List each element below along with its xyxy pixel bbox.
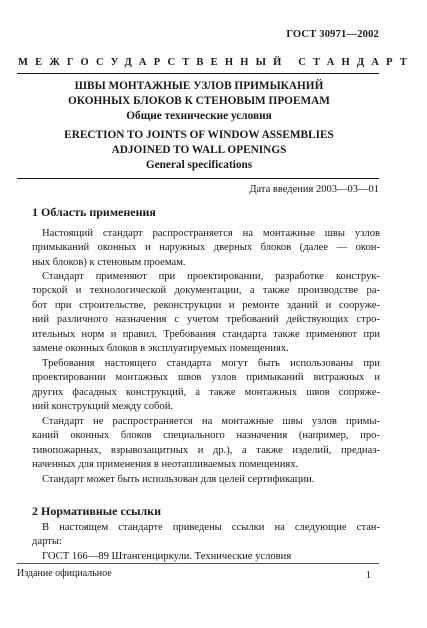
subtitle-russian: Общие технические условия (126, 110, 272, 122)
paragraph-line: ГОСТ 166—89 Штангенциркули. Технические условия (42, 551, 292, 562)
standard-code: ГОСТ 30971—2002 (286, 29, 379, 40)
title-english (18, 128, 380, 157)
edition-note: Издание официальное (17, 568, 112, 579)
section-1-paragraph-4 (32, 415, 380, 473)
section-1-paragraph-1 (32, 227, 380, 270)
paragraph-line: Стандарт применяют при проектировании, разработке конструк- (42, 271, 380, 282)
paragraph-line: каний оконных блоков специального назначения (например, про- (32, 430, 380, 442)
paragraph-line: В настоящем стандарте приведены ссылки на следующие стан- (42, 522, 380, 533)
paragraph-line: дарты: (32, 536, 62, 548)
section-1-paragraph-5 (32, 473, 380, 487)
paragraph-line: наченных для применения в неотапливаемых помещениях. (32, 459, 299, 471)
title-en-line-1: ERECTION TO JOINTS OF WINDOW ASSEMBLIES (64, 129, 334, 141)
title-ru-line-2: ОКОННЫХ БЛОКОВ К СТЕНОВЫМ ПРОЕМАМ (68, 94, 330, 107)
introduction-date: Дата введения 2003—03—01 (249, 184, 379, 195)
paragraph-line: Стандарт может быть использован для целей сертификации. (42, 474, 315, 485)
paragraph-line: проектировании монтажных швов узлов примыканий витражных и (32, 372, 380, 384)
paragraph-line: ний различного назначения с учетом требований действующих стро- (32, 314, 380, 326)
title-en-line-2: ADJOINED TO WALL OPENINGS (111, 143, 287, 156)
paragraph-line: тивопожарных, взрывозащитных и др.), а также изделий, предназ- (32, 444, 380, 456)
paragraph-line: ных блоков) к стеновым проемам. (32, 256, 186, 268)
paragraph-line: бот при строительстве, реконструкции и ремонте зданий и сооруже- (32, 299, 380, 311)
footer-rule (17, 563, 379, 564)
title-ru-line-1: ШВЫ МОНТАЖНЫЕ УЗЛОВ ПРИМЫКАНИЙ (74, 80, 324, 92)
paragraph-line: торской и технологической документации, а также производстве ра- (32, 285, 380, 297)
section-1-paragraph-3 (32, 357, 380, 415)
paragraph-line: примыканий оконных и наружных дверных блоков (далее — окон- (32, 242, 380, 254)
page-number: 1 (365, 570, 371, 581)
paragraph-line: других фасадных конструкций, а также монтажных швов сопряже- (32, 386, 380, 398)
paragraph-line: Настоящий стандарт распространяется на монтажные швы узлов (42, 228, 380, 239)
paragraph-line: ительных норм и правил. Требования стандарта также применяют при (32, 328, 380, 340)
paragraph-line: замене оконных блоков в эксплуатируемых помещениях. (32, 343, 289, 355)
paragraph-line: Требования настоящего стандарта могут быть использованы при (42, 358, 380, 369)
interstate-standard-label: МЕЖГОСУДАРСТВЕННЫЙ СТАНДАРТ (18, 57, 415, 68)
paragraph-line: Стандарт не распространяется на монтажные швы узлов примы- (42, 416, 380, 427)
subtitle-english: General specifications (145, 159, 253, 171)
header-rule (17, 73, 379, 74)
section-1-paragraph-2 (32, 270, 380, 356)
paragraph-line: ний конструкций между собой. (32, 401, 174, 413)
section-1-title: 1 Область применения (32, 205, 156, 219)
section-2-paragraph-1 (32, 521, 380, 550)
section-2-title: 2 Нормативные ссылки (32, 504, 162, 518)
title-rule (17, 178, 379, 179)
title-russian (18, 79, 380, 108)
